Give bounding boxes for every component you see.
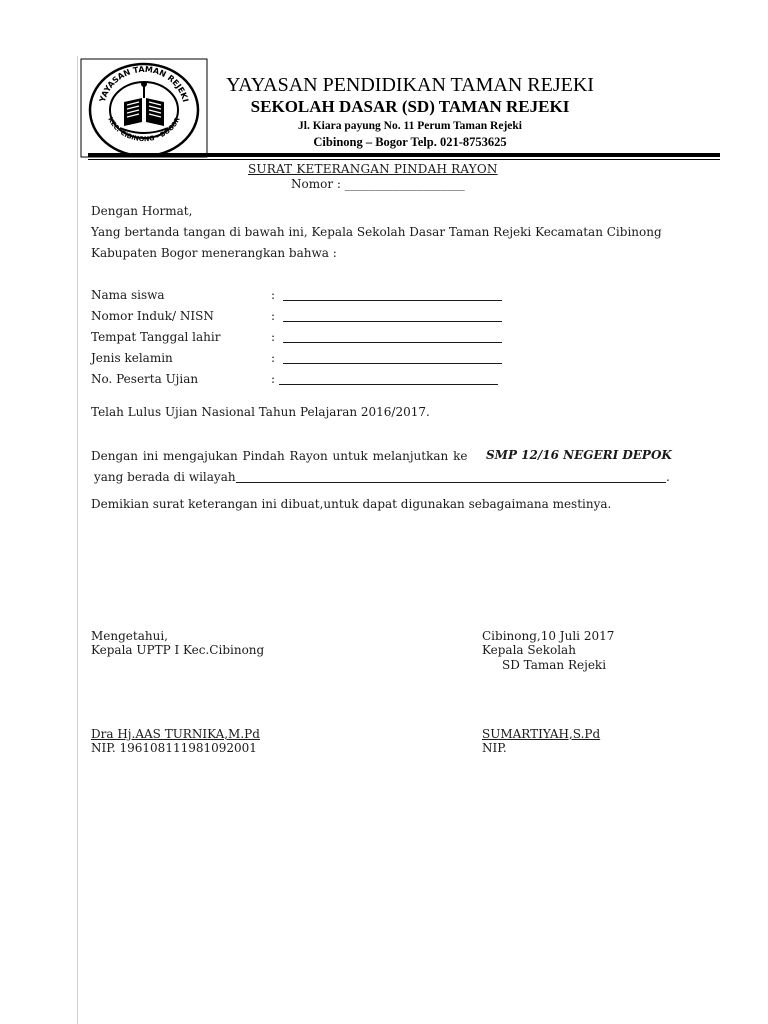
document-title: SURAT KETERANGAN PINDAH RAYON — [248, 162, 498, 176]
field-colon: : — [271, 351, 276, 365]
field-colon: : — [271, 309, 276, 323]
school-address: Jl. Kiara payung No. 11 Perum Taman Rejeki — [298, 120, 522, 132]
sig-left-title: Kepala UPTP I Kec.Cibinong — [91, 643, 265, 657]
sig-right-place-date: Cibinong,10 Juli 2017 — [482, 629, 615, 643]
field-blank-birth — [283, 342, 502, 343]
school-name: SEKOLAH DASAR (SD) TAMAN REJEKI — [250, 97, 570, 116]
field-label-student-name: Nama siswa — [91, 288, 165, 302]
page-edge — [77, 56, 78, 1024]
school-logo — [80, 58, 208, 158]
sig-right-nip: NIP. — [482, 741, 507, 755]
intro-line-1: Yang bertanda tangan di bawah ini, Kepala Sekolah Dasar Taman Rejeki Kecamatan Cibinong — [91, 225, 662, 239]
region-suffix: . — [666, 470, 670, 484]
foundation-name: YAYASAN PENDIDIKAN TAMAN REJEKI — [226, 74, 594, 96]
field-blank-exam-number — [279, 384, 498, 385]
field-blank-region — [236, 482, 666, 483]
logo-ring-top: YAYASAN TAMAN REJEKI — [97, 64, 191, 104]
transfer-request: Dengan ini mengajukan Pindah Rayon untuk melanjutkan ke — [91, 449, 468, 463]
greeting: Dengan Hormat, — [91, 204, 193, 218]
field-blank-student-name — [283, 300, 502, 301]
sig-right-name: SUMARTIYAH,S.Pd — [482, 727, 601, 741]
header-rule-thick — [88, 153, 720, 157]
field-colon: : — [271, 288, 276, 302]
field-blank-nisn — [283, 321, 502, 322]
passed-statement: Telah Lulus Ujian Nasional Tahun Pelajaran 2016/2017. — [91, 405, 430, 419]
sig-right-school: SD Taman Rejeki — [502, 658, 607, 672]
header-rule-thin — [88, 159, 720, 160]
sig-left-acknowledge: Mengetahui, — [91, 629, 168, 643]
sig-right-title: Kepala Sekolah — [482, 643, 576, 657]
field-colon: : — [271, 372, 276, 386]
logo-ring-bottom: KEC. CIBINONG - BOGOR — [106, 115, 182, 144]
sig-left-name: Dra Hj.AAS TURNIKA,M.Pd — [91, 727, 260, 741]
field-label-exam-number: No. Peserta Ujian — [91, 372, 199, 386]
field-blank-gender — [283, 363, 502, 364]
field-label-gender: Jenis kelamin — [91, 351, 173, 365]
region-prefix: yang berada di wilayah — [94, 470, 236, 484]
sig-left-nip: NIP. 196108111981092001 — [91, 741, 257, 755]
document-number: Nomor : ____________________ — [291, 177, 465, 191]
destination-school: SMP 12/16 NEGERI DEPOK — [486, 448, 672, 462]
field-label-birth: Tempat Tanggal lahir — [91, 330, 221, 344]
field-label-nisn: Nomor Induk/ NISN — [91, 309, 214, 323]
school-contact: Cibinong – Bogor Telp. 021-8753625 — [313, 135, 507, 149]
intro-line-2: Kabupaten Bogor menerangkan bahwa : — [91, 246, 337, 260]
closing-statement: Demikian surat keterangan ini dibuat,untuk dapat digunakan sebagaimana mestinya. — [91, 497, 612, 511]
field-colon: : — [271, 330, 276, 344]
